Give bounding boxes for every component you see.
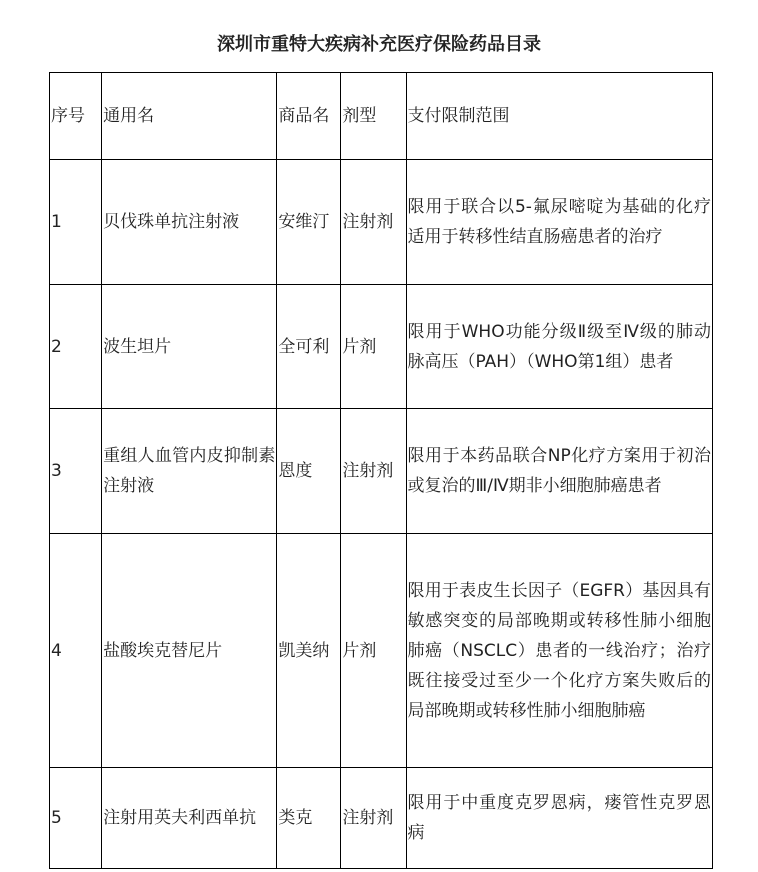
table-row — [50, 768, 713, 869]
table-header-row — [50, 73, 713, 160]
cell-generic-name: 贝伐珠单抗注射液 — [102, 160, 277, 285]
header-dosage-form: 剂型 — [341, 73, 406, 160]
cell-generic-name: 注射用英夫利西单抗 — [102, 768, 277, 869]
header-brand-name: 商品名 — [277, 73, 341, 160]
cell-no: 2 — [50, 285, 102, 409]
header-generic-name: 通用名 — [102, 73, 277, 160]
cell-generic-name: 盐酸埃克替尼片 — [102, 534, 277, 768]
drug-list-table-container — [49, 72, 713, 872]
table-row — [50, 160, 713, 285]
cell-generic-name: 重组人血管内皮抑制素注射液 — [102, 409, 277, 534]
cell-dosage-form: 注射剂 — [341, 160, 406, 285]
table-row — [50, 285, 713, 409]
table-row — [50, 409, 713, 534]
header-payment-limit: 支付限制范围 — [406, 73, 712, 160]
cell-no: 1 — [50, 160, 102, 285]
header-no: 序号 — [50, 73, 102, 160]
cell-payment-limit: 限用于本药品联合NP化疗方案用于初治或复治的Ⅲ/Ⅳ期非小细胞肺癌患者 — [406, 409, 712, 534]
cell-no: 4 — [50, 534, 102, 768]
cell-dosage-form: 注射剂 — [341, 768, 406, 869]
drug-list-table — [49, 72, 713, 869]
cell-brand-name: 凯美纳 — [277, 534, 341, 768]
cell-brand-name: 全可利 — [277, 285, 341, 409]
table-row — [50, 534, 713, 768]
cell-generic-name: 波生坦片 — [102, 285, 277, 409]
cell-brand-name: 安维汀 — [277, 160, 341, 285]
cell-dosage-form: 片剂 — [341, 534, 406, 768]
cell-brand-name: 恩度 — [277, 409, 341, 534]
cell-payment-limit: 限用于中重度克罗恩病，瘘管性克罗恩病 — [406, 768, 712, 869]
document-title: 深圳市重特大疾病补充医疗保险药品目录 — [217, 34, 541, 55]
cell-payment-limit: 限用于表皮生长因子（EGFR）基因具有敏感突变的局部晚期或转移性肺小细胞肺癌（NSCLC）患者的一线治疗；治疗既往接受过至少一个化疗方案失败后的局部晚期或转移性肺小细胞肺癌 — [406, 534, 712, 768]
cell-no: 5 — [50, 768, 102, 869]
cell-brand-name: 类克 — [277, 768, 341, 869]
cell-no: 3 — [50, 409, 102, 534]
cell-payment-limit: 限用于WHO功能分级Ⅱ级至Ⅳ级的肺动脉高压（PAH）（WHO第1组）患者 — [406, 285, 712, 409]
cell-dosage-form: 片剂 — [341, 285, 406, 409]
cell-payment-limit: 限用于联合以5-氟尿嘧啶为基础的化疗适用于转移性结直肠癌患者的治疗 — [406, 160, 712, 285]
cell-dosage-form: 注射剂 — [341, 409, 406, 534]
